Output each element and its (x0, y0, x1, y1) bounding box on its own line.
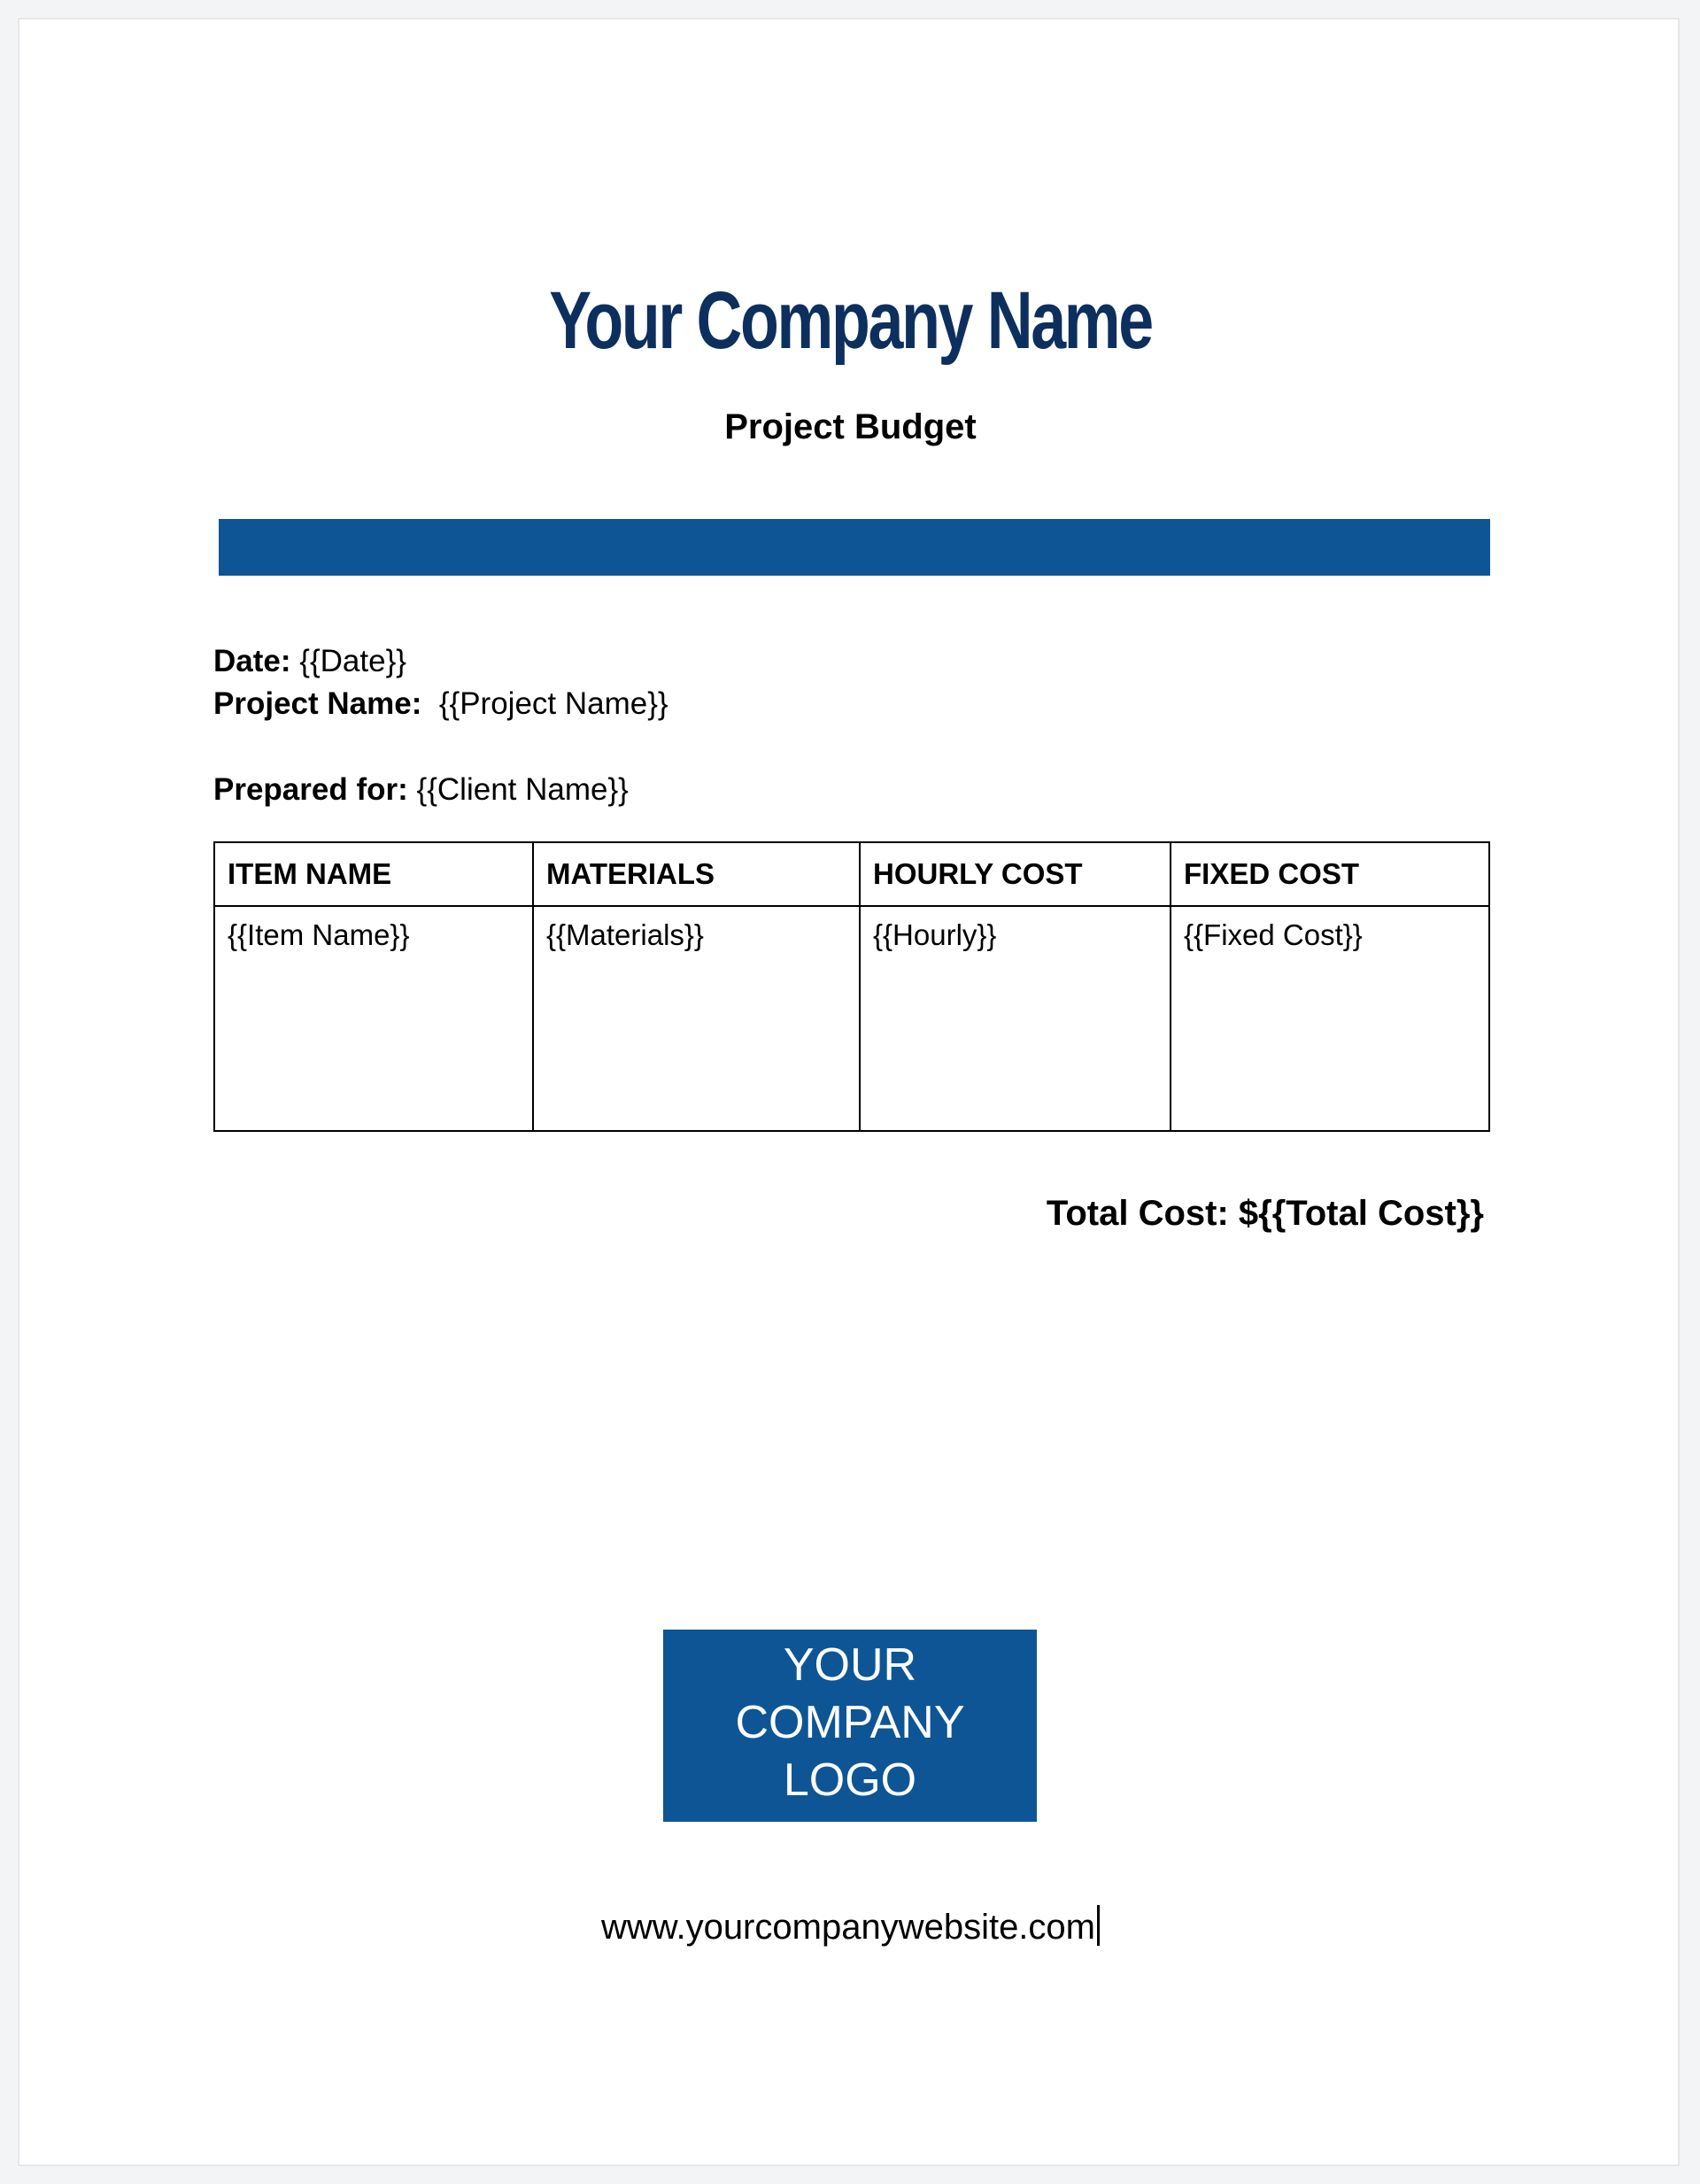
total-cost: Total Cost: ${{Total Cost}} (1046, 1194, 1484, 1233)
table-row (214, 906, 1489, 1131)
document-page (18, 18, 1680, 2166)
prepared-for-label: Prepared for: (213, 772, 408, 807)
project-name-label: Project Name: (213, 686, 422, 721)
project-name-value: {{Project Name}} (438, 686, 668, 721)
date-label: Date: (213, 644, 291, 678)
column-header-materials: MATERIALS (533, 842, 860, 906)
cell-item-name[interactable]: {{Item Name}} (214, 906, 533, 1131)
company-logo (663, 1630, 1037, 1822)
cell-materials[interactable]: {{Materials}} (533, 906, 860, 1131)
company-name: Your Company Name (549, 275, 1152, 366)
table-header-row (214, 842, 1489, 906)
website-url[interactable]: www.yourcompanywebsite.com (601, 1908, 1095, 1947)
logo-line: COMPANY (735, 1697, 965, 1748)
column-header-item-name: ITEM NAME (214, 842, 533, 906)
project-name-line (213, 685, 668, 724)
logo-line: YOUR (783, 1639, 917, 1691)
cell-hourly-cost[interactable]: {{Hourly}} (860, 906, 1171, 1131)
text-cursor (1097, 1905, 1100, 1946)
budget-table (213, 841, 1490, 1132)
cell-fixed-cost[interactable]: {{Fixed Cost}} (1171, 906, 1489, 1131)
prepared-for-value: {{Client Name}} (416, 772, 629, 807)
date-line (213, 642, 406, 681)
accent-bar (219, 519, 1490, 576)
prepared-for-line (213, 771, 629, 809)
column-header-hourly-cost: HOURLY COST (860, 842, 1171, 906)
document-title: Project Budget (724, 407, 977, 446)
column-header-fixed-cost: FIXED COST (1171, 842, 1489, 906)
date-value: {{Date}} (299, 644, 406, 678)
logo-line: LOGO (783, 1754, 917, 1806)
website-line[interactable] (19, 1904, 1681, 1950)
